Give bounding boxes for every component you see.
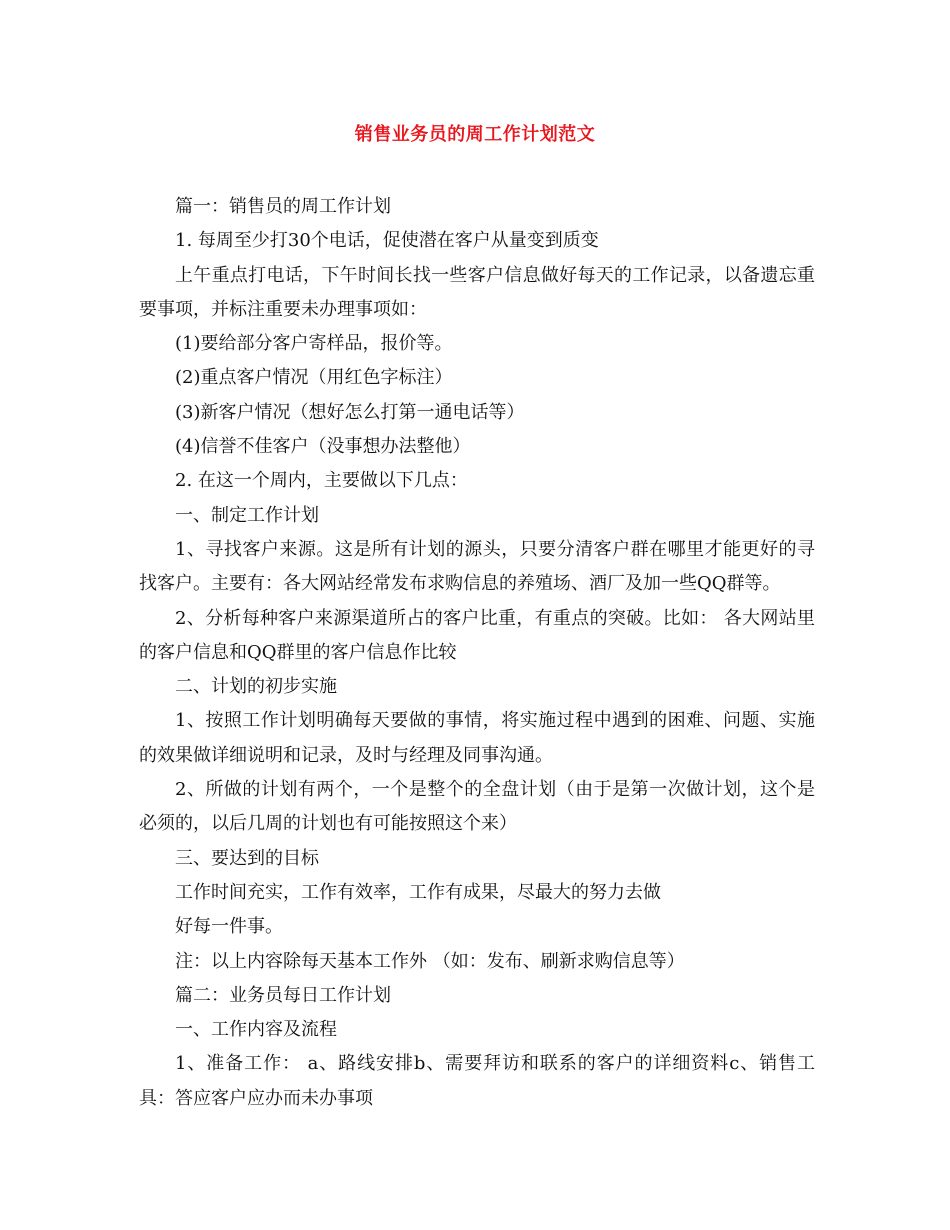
note-paragraph: 注：以上内容除每天基本工作外 （如：发布、刷新求购信息等） xyxy=(175,950,685,972)
list-item: (1)要给部分客户寄样品，报价等。 xyxy=(175,333,453,355)
document-body xyxy=(139,190,815,1116)
paragraph: 2、分析每种客户来源渠道所占的客户比重，有重点的突破。比如： 各大网站里的客户信息和QQ群里的客户信息作比较 xyxy=(139,607,815,663)
section-heading: 一、工作内容及流程 xyxy=(175,1019,337,1041)
paragraph: 上午重点打电话，下午时间长找一些客户信息做好每天的工作记录，以备遗忘重要事项，并标注重要未办理事项如： xyxy=(139,264,815,320)
paragraph: 1、按照工作计划明确每天要做的事情，将实施过程中遇到的困难、问题、实施的效果做详细说明和记录，及时与经理及同事沟通。 xyxy=(139,710,815,766)
paragraph: 1、寻找客户来源。这是所有计划的源头，只要分清客户群在哪里才能更好的寻找客户。主要有：各大网站经常发布求购信息的养殖场、酒厂及加一些QQ群等。 xyxy=(139,538,815,595)
section-heading: 三、要达到的目标 xyxy=(175,847,319,869)
paragraph: 1、准备工作： a、路线安排b、需要拜访和联系的客户的详细资料c、销售工具：答应客户应办而未办事项 xyxy=(139,1053,815,1109)
list-item: (4)信誉不佳客户（没事想办法整他） xyxy=(175,436,471,458)
section-heading-part-two: 篇二：业务员每日工作计划 xyxy=(175,984,391,1006)
paragraph: 1. 每周至少打30个电话，促使潜在客户从量变到质变 xyxy=(175,230,599,252)
section-heading: 一、制定工作计划 xyxy=(175,504,319,526)
list-item: (2)重点客户情况（用红色字标注） xyxy=(175,367,453,389)
list-item: (3)新客户情况（想好怎么打第一通电话等） xyxy=(175,401,525,423)
section-heading-part-one: 篇一：销售员的周工作计划 xyxy=(175,196,391,217)
section-heading: 二、计划的初步实施 xyxy=(175,676,337,698)
document-title: 销售业务员的周工作计划范文 xyxy=(354,124,596,145)
paragraph: 工作时间充实，工作有效率，工作有成果，尽最大的努力去做 xyxy=(175,881,661,903)
paragraph: 好每一件事。 xyxy=(175,916,283,938)
paragraph: 2. 在这一个周内，主要做以下几点： xyxy=(175,470,468,492)
paragraph: 2、所做的计划有两个，一个是整个的全盘计划（由于是第一次做计划，这个是必须的，以后几周的计划也有可能按照这个来） xyxy=(139,779,815,835)
